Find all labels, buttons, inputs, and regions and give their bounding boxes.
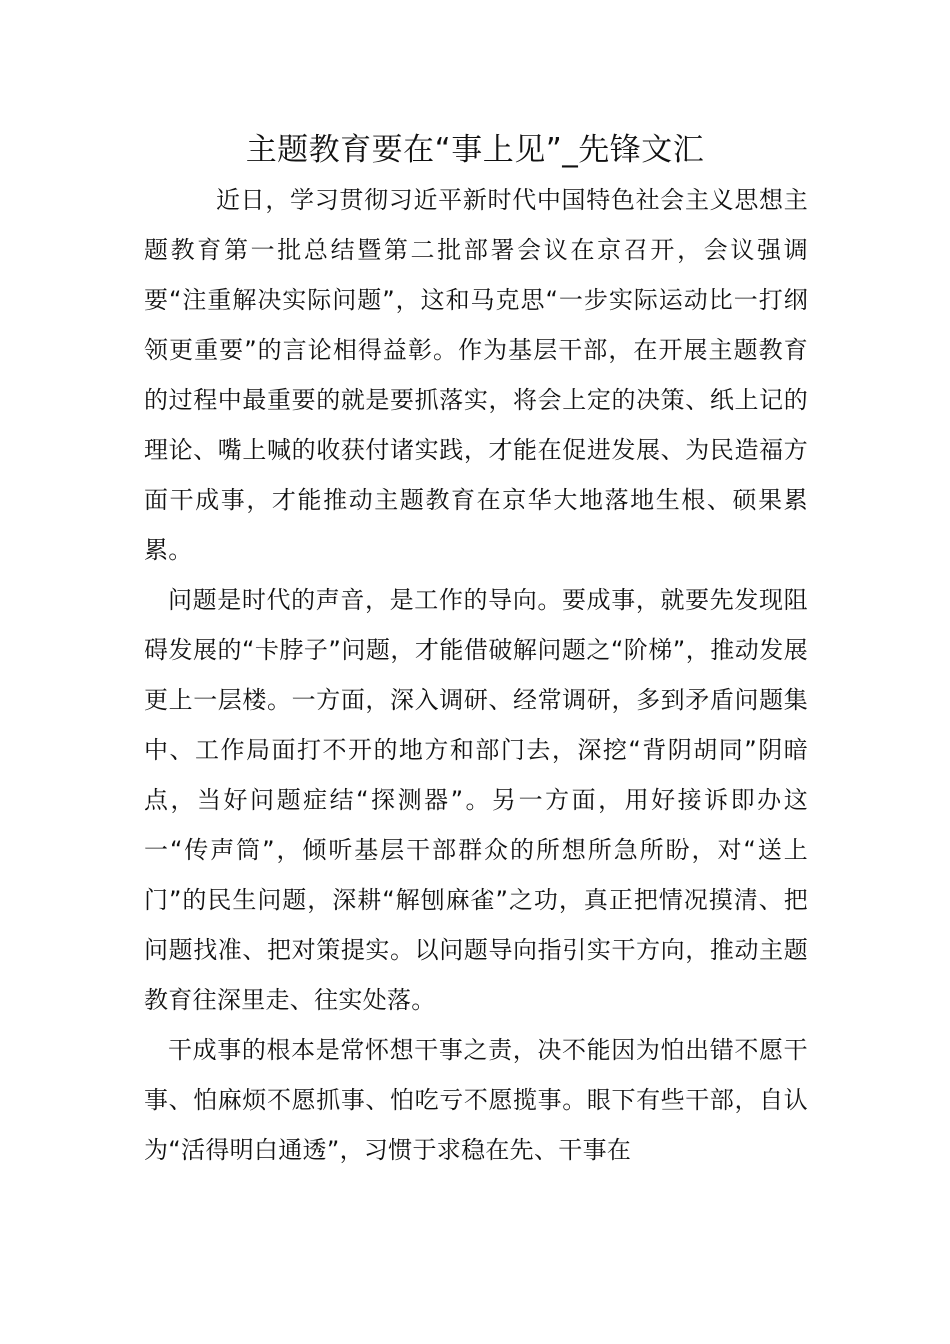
paragraph: 近日，学习贯彻习近平新时代中国特色社会主义思想主题教育第一批总结暨第二批部署会议在京召开，会议强调要“注重解决实际问题”，这和马克思“一步实际运动比一打纲领更重要”的言论相得益彰。作为基层干部，在开展主题教育的过程中最重要的就是要抓落实，将会上定的决策、纸上记的理论、嘴上喊的收获付诸实践，才能在促进发展、为民造福方面干成事，才能推动主题教育在京华大地落地生根、硕果累累。 <box>144 186 809 564</box>
document-body <box>144 175 808 1175</box>
document-title: 主题教育要在“事上见”_先锋文汇 <box>245 132 705 168</box>
paragraph: 问题是时代的声音，是工作的导向。要成事，就要先发现阻碍发展的“卡脖子”问题，才能借破解问题之“阶梯”，推动发展更上一层楼。一方面，深入调研、经常调研，多到矛盾问题集中、工作局面打不开的地方和部门去，深挖“背阴胡同”阴暗点，当好问题症结“探测器”。另一方面，用好接诉即办这一“传声筒”，倾听基层干部群众的所想所急所盼，对“送上门”的民生问题，深耕“解刨麻雀”之功，真正把情况摸清、把问题找准、把对策提实。以问题导向指引实干方向，推动主题教育往深里走、往实处落。 <box>144 586 808 1014</box>
paragraph: 干成事的根本是常怀想干事之责，决不能因为怕出错不愿干事、怕麻烦不愿抓事、怕吃亏不愿揽事。眼下有些干部，自认为“活得明白通透”，习惯于求稳在先、干事在 <box>144 1036 808 1164</box>
